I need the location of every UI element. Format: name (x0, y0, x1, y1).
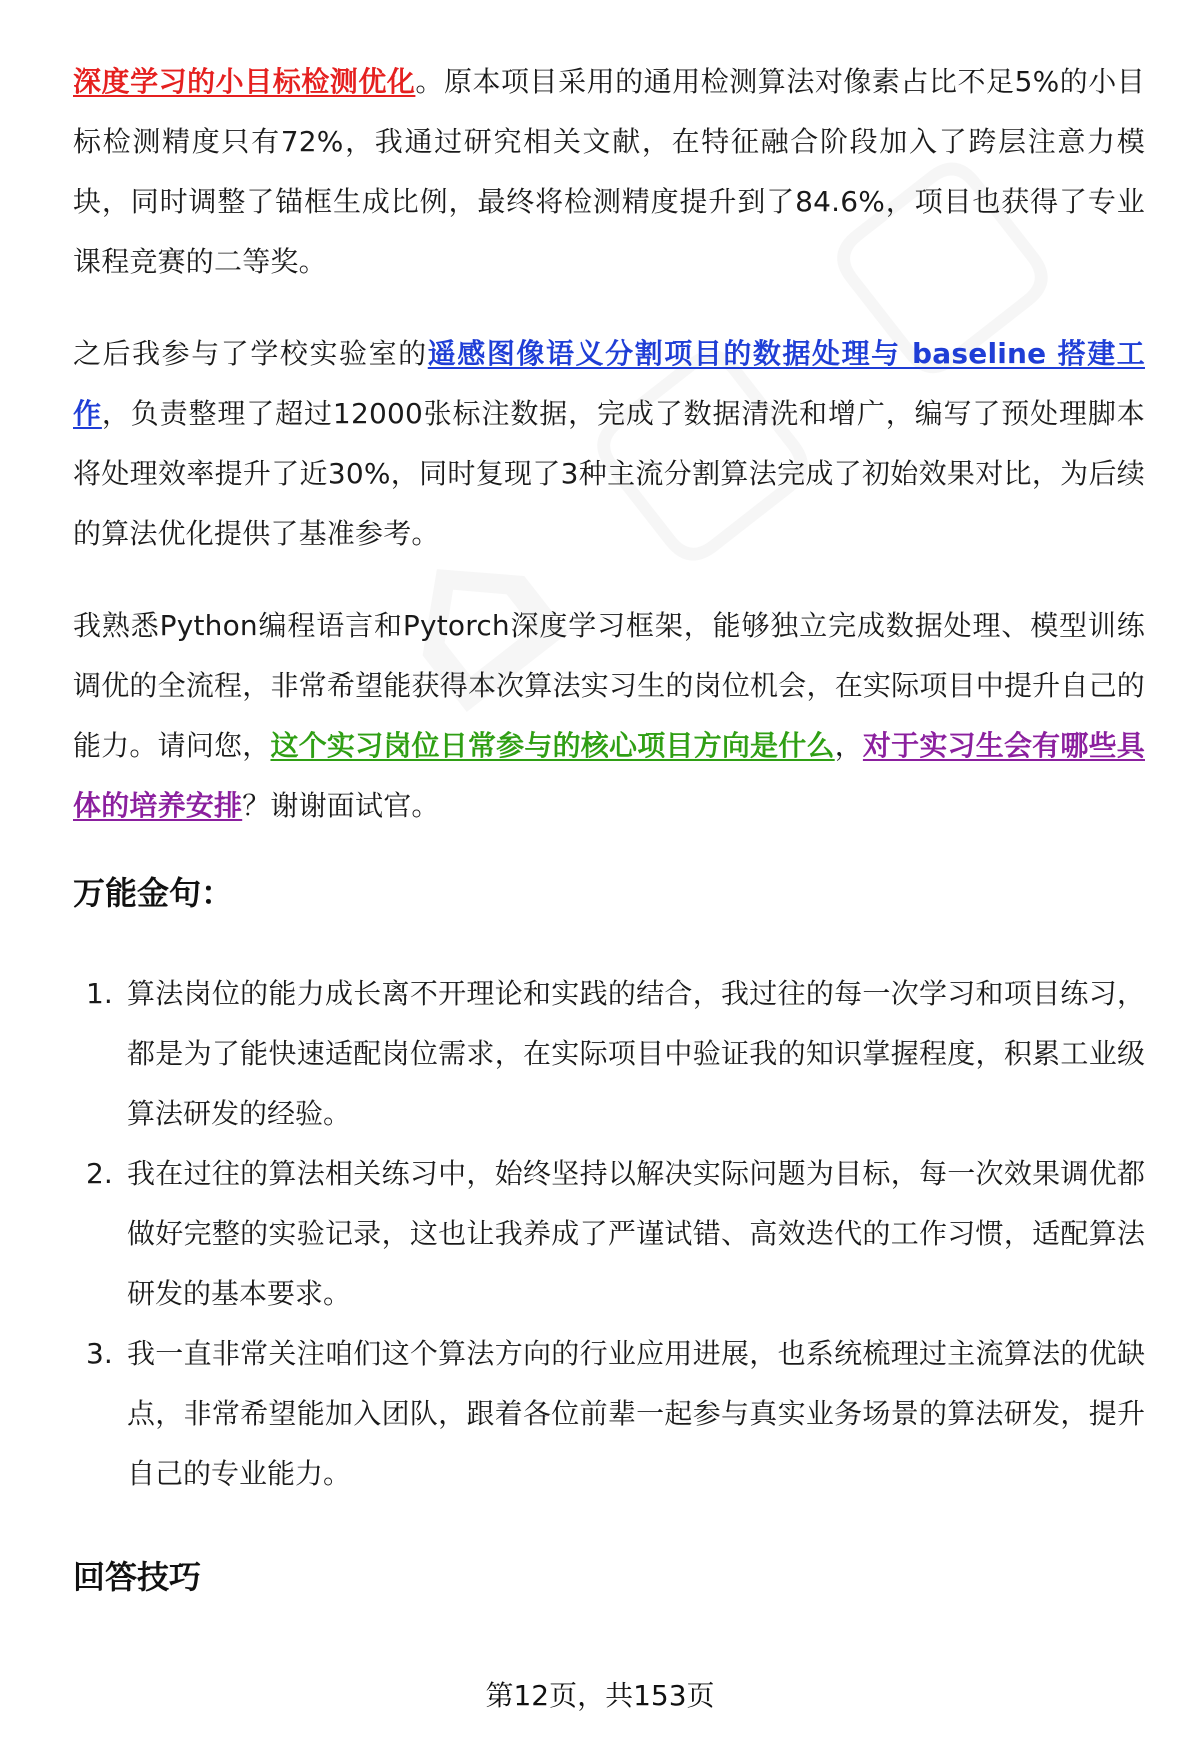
list-item-number: 3. (86, 1337, 113, 1370)
list-item-text: 算法岗位的能力成长离不开理论和实践的结合，我过往的每一次学习和项目练习，都是为了能快速适配岗位需求，在实际项目中验证我的知识掌握程度，积累工业级算法研发的经验。 (127, 977, 1145, 1130)
list-item-text: 我在过往的算法相关练习中，始终坚持以解决实际问题为目标，每一次效果调优都做好完整的实验记录，这也让我养成了严谨试错、高效迭代的工作习惯，适配算法研发的基本要求。 (127, 1157, 1145, 1310)
page-footer (0, 1676, 1200, 1716)
paragraph3-prefix: 我熟悉Python编程语言和Pytorch深度学习框架，能够独立完成数据处理、模型训练调优的全流程，非常希望能获得本次算法实习生的岗位机会，在实际项目中提升自己的能力。请问您， (73, 609, 1145, 762)
list-item (73, 1144, 1145, 1324)
paragraph2-prefix: 之后我参与了学校实验室的 (73, 337, 428, 370)
paragraph3-suffix: ？谢谢面试官。 (242, 789, 440, 822)
highlight-remote-sensing-project: 遥感图像语义分割项目的数据处理与 baseline 搭建工作 (73, 337, 1145, 430)
page-content (73, 52, 1145, 1602)
list-item-number: 1. (86, 977, 113, 1010)
section-title-golden-sentences: 万能金句： (73, 874, 234, 912)
list-item-number: 2. (86, 1157, 113, 1190)
paragraph3-comma: ， (834, 729, 863, 762)
page-number-label: 第12页，共153页 (485, 1679, 715, 1712)
highlight-training-question: 对于实习生会有哪些具体的培养安排 (73, 729, 1145, 822)
paragraph-project-optimization (73, 52, 1145, 292)
paragraph-skills-question (73, 596, 1145, 836)
highlight-core-project-question: 这个实习岗位日常参与的核心项目方向是什么 (270, 729, 835, 762)
paragraph2-text: ，负责整理了超过12000张标注数据，完成了数据清洗和增广，编写了预处理脚本将处理效率提升了近30%，同时复现了3种主流分割算法完成了初始效果对比，为后续的算法优化提供了基准参考。 (73, 397, 1145, 550)
highlight-small-object-detection: 深度学习的小目标检测优化 (73, 65, 416, 98)
paragraph-lab-project (73, 324, 1145, 564)
golden-sentences-list (73, 964, 1145, 1504)
list-item-text: 我一直非常关注咱们这个算法方向的行业应用进展，也系统梳理过主流算法的优缺点，非常希望能加入团队，跟着各位前辈一起参与真实业务场景的算法研发，提升自己的专业能力。 (127, 1337, 1145, 1490)
list-item (73, 964, 1145, 1144)
section-title-answer-tips: 回答技巧 (73, 1558, 202, 1596)
list-item (73, 1324, 1145, 1504)
paragraph1-text: 。原本项目采用的通用检测算法对像素占比不足5%的小目标检测精度只有72%，我通过研究相关文献，在特征融合阶段加入了跨层注意力模块，同时调整了锚框生成比例，最终将检测精度提升到了84.6%，项目也获得了专业课程竞赛的二等奖。 (73, 65, 1146, 278)
